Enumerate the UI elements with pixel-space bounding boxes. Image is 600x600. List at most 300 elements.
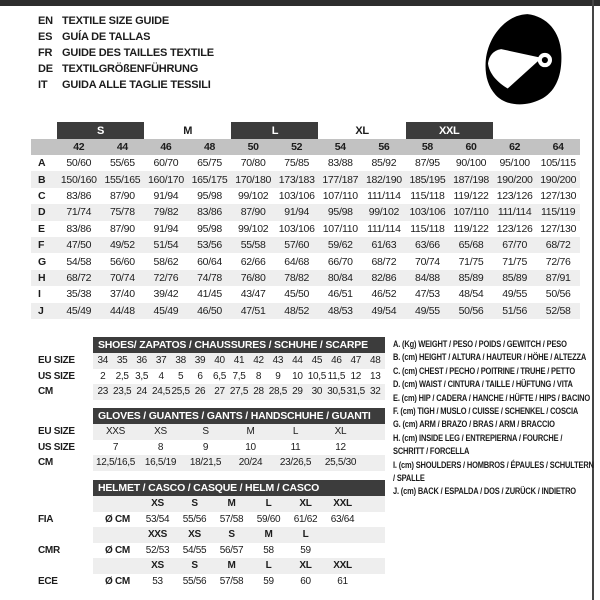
- measure-row-I: [31, 286, 580, 302]
- gloves-values: [93, 440, 385, 456]
- helmet-value-row: [38, 574, 385, 590]
- helmet-value: 54/55: [182, 544, 207, 556]
- measure-row-E: [31, 221, 580, 237]
- size-group-row: [31, 122, 580, 139]
- measure-value: 54/58: [66, 255, 92, 268]
- measure-value: 67/70: [502, 239, 527, 252]
- gloves-value: 8: [157, 441, 164, 453]
- gloves-table: [38, 408, 385, 471]
- language-line: [38, 61, 214, 77]
- shoes-value: 12: [350, 370, 362, 382]
- shoes-row: [38, 353, 385, 369]
- measure-value: 60/70: [153, 157, 179, 170]
- helmet-standard-label: ECE: [38, 575, 58, 587]
- legend-item: D. (cm) WAIST / CINTURA / TAILLE / HÜFTUNG / VITA: [393, 379, 573, 390]
- measure-value: 55/65: [109, 157, 135, 170]
- measure-row-J: [31, 303, 580, 319]
- helmet-logo-icon: [483, 13, 563, 111]
- gloves-value: 18/21,5: [189, 457, 222, 469]
- measure-row-label: G: [38, 255, 46, 268]
- shoes-value: 47: [350, 355, 362, 367]
- shoes-value: 5: [177, 370, 184, 382]
- measure-value: 50/56: [545, 288, 571, 301]
- shoes-value: 7,5: [232, 370, 246, 382]
- measure-value: 43/47: [240, 288, 266, 301]
- measure-value: 95/98: [197, 222, 222, 235]
- language-code: FR: [38, 47, 53, 59]
- shoes-values: [93, 369, 385, 385]
- helmet-logo-svg: [483, 13, 563, 106]
- shoes-row-label: EU SIZE: [38, 355, 75, 367]
- shoes-value: 24: [136, 386, 147, 398]
- helmet-value: 53/54: [145, 513, 170, 525]
- measure-row-C: [31, 188, 580, 204]
- measure-value: 160/170: [148, 173, 184, 186]
- measure-value: 68/72: [66, 271, 92, 284]
- helmet-value: 52/53: [145, 544, 170, 556]
- measure-value: 46/51: [327, 288, 353, 301]
- measure-row-label: D: [38, 206, 46, 219]
- language-line: [38, 45, 214, 61]
- measure-value: 107/110: [322, 189, 358, 202]
- language-code: IT: [38, 79, 48, 91]
- shoes-table: [38, 337, 385, 400]
- measure-value: 48/53: [327, 304, 353, 317]
- measure-value: 74/78: [197, 271, 222, 284]
- measure-value: 71/75: [458, 255, 484, 268]
- size-column-header: 58: [421, 141, 433, 153]
- measure-value: 83/86: [66, 189, 92, 202]
- measure-value: 95/98: [197, 189, 222, 202]
- size-header-row: [31, 139, 580, 155]
- shoes-value: 30: [311, 386, 323, 398]
- size-column-header: 52: [291, 141, 303, 153]
- helmet-size-header: XXL: [333, 498, 352, 510]
- gloves-value: XS: [154, 426, 167, 438]
- measure-value: 83/86: [197, 206, 222, 219]
- size-column-header: 46: [160, 141, 172, 153]
- helmet-values: [93, 512, 385, 528]
- shoes-value: 2,5: [115, 370, 129, 382]
- shoes-value: 32: [370, 386, 381, 398]
- helmet-label-spacer: [38, 496, 93, 512]
- measure-value: 46/52: [371, 288, 397, 301]
- language-title: GUIDA ALLE TAGLIE TESSILI: [62, 79, 211, 91]
- helmet-sizes: [93, 527, 385, 543]
- measure-row-label: E: [38, 222, 45, 235]
- shoes-value: 37: [155, 355, 167, 367]
- measure-value: 39/42: [153, 288, 179, 301]
- shoes-value: 46: [331, 355, 342, 367]
- measure-value: 115/119: [541, 206, 576, 219]
- shoes-title-bar: SHOES/ ZAPATOS / CHAUSSURES / SCHUHE / SCARPE: [93, 337, 385, 353]
- shoes-value: 9: [275, 370, 281, 382]
- language-code: ES: [38, 31, 53, 43]
- legend-item: H. (cm) INSIDE LEG / ENTREPIERNA / FOURCHE / SCHRITT / FORCELLA: [393, 432, 563, 457]
- shoes-value: 42: [253, 355, 264, 367]
- measure-value: 177/187: [322, 173, 359, 186]
- helmet-title-bar: HELMET / CASCO / CASQUE / HELM / CASCO: [93, 480, 385, 496]
- shoes-value: 30,5: [327, 386, 346, 398]
- helmet-title-row: [38, 480, 385, 496]
- measure-value: 115/118: [410, 189, 445, 202]
- helmet-size-header: XL: [299, 560, 312, 572]
- measure-value: 119/122: [453, 222, 489, 235]
- legend-item: F. (cm) TIGH / MUSLO / CUISSE / SCHENKEL / COSCIA: [393, 406, 579, 417]
- gloves-title-row: [38, 408, 385, 424]
- helmet-value: 61: [337, 575, 348, 587]
- measure-value: 123/126: [496, 222, 533, 235]
- shoes-value: 36: [136, 355, 147, 367]
- shoes-value: 11,5: [327, 370, 346, 382]
- helmet-table: [38, 480, 385, 589]
- measure-value: 182/190: [365, 173, 402, 186]
- language-line: [38, 29, 214, 45]
- measure-value: 45/49: [66, 304, 92, 317]
- shoes-value: 31,5: [346, 386, 365, 398]
- size-column-header: 50: [247, 141, 259, 153]
- measure-value: 47/50: [66, 239, 92, 252]
- helmet-standard-label: FIA: [38, 513, 54, 525]
- shoes-value: 6,5: [213, 370, 227, 382]
- shoes-value: 23,5: [113, 386, 132, 398]
- measure-value: 91/94: [284, 206, 310, 219]
- measure-value: 61/63: [371, 239, 397, 252]
- helmet-size-header: S: [191, 560, 198, 572]
- shoes-row-label: CM: [38, 386, 53, 398]
- size-group-S: S: [57, 122, 144, 139]
- helmet-body: [38, 496, 385, 589]
- measure-value: 55/58: [240, 239, 266, 252]
- gloves-value: 9: [202, 441, 209, 453]
- helmet-value: 61/62: [293, 513, 318, 525]
- legend-item: B. (cm) HEIGHT / ALTURA / HAUTEUR / HÖHE / ALTEZZA: [393, 352, 587, 363]
- language-line: [38, 13, 214, 29]
- measure-value: 48/52: [284, 304, 310, 317]
- shoes-value: 23: [97, 386, 108, 398]
- language-line: [38, 77, 214, 93]
- helmet-size-header: L: [302, 529, 309, 541]
- measure-value: 187/198: [453, 173, 489, 186]
- language-title-list: [38, 13, 214, 93]
- measure-value: 99/102: [237, 189, 269, 202]
- shoes-row-label: US SIZE: [38, 370, 75, 382]
- helmet-size-header: XS: [151, 560, 164, 572]
- measure-value: 58/62: [153, 255, 179, 268]
- main-table-body: [31, 155, 580, 319]
- measure-value: 50/56: [458, 304, 484, 317]
- helmet-size-header: L: [265, 498, 272, 510]
- measure-value: 79/82: [153, 206, 179, 219]
- measure-value: 75/85: [284, 157, 310, 170]
- gloves-value: XL: [334, 426, 347, 438]
- helmet-unit-label: Ø CM: [105, 544, 130, 556]
- measure-value: 99/102: [237, 222, 269, 235]
- shoes-values: [93, 353, 385, 369]
- shoes-value: 27: [214, 386, 225, 398]
- measure-value: 56/60: [109, 255, 135, 268]
- size-column-header: 60: [465, 141, 477, 153]
- measure-value: 48/54: [458, 288, 484, 301]
- measure-value: 65/68: [458, 239, 484, 252]
- measure-value: 47/53: [415, 288, 440, 301]
- size-column-header: 44: [116, 141, 128, 153]
- language-title: GUIDE DES TAILLES TEXTILE: [62, 47, 214, 59]
- measure-row-label: B: [38, 173, 46, 186]
- shoes-row: [38, 369, 385, 385]
- helmet-values: [93, 543, 385, 559]
- size-group-spacer: [493, 122, 537, 139]
- helmet-values: [93, 574, 385, 590]
- shoes-value: 44: [292, 355, 303, 367]
- shoes-value: 25,5: [171, 386, 190, 398]
- measure-value: 50/60: [66, 157, 92, 170]
- helmet-value: 56/57: [219, 544, 244, 556]
- helmet-value: 59: [263, 575, 274, 587]
- measure-value: 85/89: [502, 271, 527, 284]
- measure-value: 72/76: [545, 255, 571, 268]
- measure-value: 111/114: [367, 189, 401, 202]
- measure-value: 46/50: [197, 304, 222, 317]
- measure-value: 99/102: [368, 206, 400, 219]
- shoes-value: 26: [194, 386, 206, 398]
- measure-row-D: [31, 204, 580, 220]
- size-column-header: 42: [73, 141, 85, 153]
- language-title: TEXTILE SIZE GUIDE: [62, 15, 170, 27]
- shoes-value: 28: [253, 386, 264, 398]
- measure-value: 45/50: [284, 288, 310, 301]
- gloves-title-bar: GLOVES / GUANTES / GANTS / HANDSCHUHE / GUANTI: [93, 408, 385, 424]
- measure-value: 66/70: [327, 255, 353, 268]
- measure-value: 90/100: [455, 157, 487, 170]
- measure-value: 150/160: [60, 173, 97, 186]
- measure-row-label: A: [38, 157, 46, 170]
- measure-value: 71/74: [66, 206, 92, 219]
- measure-value: 49/54: [371, 304, 397, 317]
- size-group-L: L: [231, 122, 318, 139]
- helmet-size-header: M: [264, 529, 273, 541]
- size-column-header: 56: [378, 141, 390, 153]
- helmet-value: 59/60: [256, 513, 281, 525]
- measure-row-H: [31, 270, 580, 286]
- helmet-size-header: S: [228, 529, 235, 541]
- language-code: DE: [38, 63, 53, 75]
- measure-value: 83/88: [327, 157, 353, 170]
- shoes-values: [93, 384, 385, 400]
- gloves-value: 11: [290, 441, 301, 453]
- measure-value: 84/88: [415, 271, 440, 284]
- measure-value: 119/122: [453, 189, 489, 202]
- language-title: GUÍA DE TALLAS: [62, 31, 151, 43]
- measure-value: 82/86: [371, 271, 397, 284]
- size-column-header: 48: [203, 141, 216, 153]
- measure-value: 127/130: [540, 222, 577, 235]
- measure-value: 103/106: [409, 206, 446, 219]
- shoes-value: 35: [116, 355, 128, 367]
- helmet-size-row: [38, 558, 385, 574]
- gloves-body: [38, 424, 385, 471]
- language-title: TEXTILGRÖßENFÜHRUNG: [62, 63, 199, 75]
- gloves-value: M: [246, 426, 255, 438]
- shoes-value: 10,5: [307, 370, 326, 382]
- size-column-header: 64: [552, 141, 564, 153]
- gloves-values: [93, 424, 385, 440]
- shoes-value: 6: [197, 370, 203, 382]
- measure-value: 63/66: [415, 239, 440, 252]
- helmet-unit-label: Ø CM: [105, 513, 130, 525]
- measure-value: 70/74: [415, 255, 440, 268]
- helmet-unit-label: Ø CM: [105, 575, 130, 587]
- helmet-size-header: M: [227, 560, 236, 572]
- measure-value: 87/90: [240, 206, 266, 219]
- helmet-value: 55/56: [182, 575, 207, 587]
- helmet-size-header: XL: [299, 498, 312, 510]
- measure-value: 68/72: [545, 239, 571, 252]
- measure-row-A: [31, 155, 580, 171]
- size-group-spacer: [31, 122, 57, 139]
- helmet-label-spacer: [38, 558, 93, 574]
- measure-value: 57/60: [284, 239, 310, 252]
- language-code: EN: [38, 15, 53, 27]
- shoes-value: 4: [158, 370, 164, 382]
- gloves-row-label: US SIZE: [38, 441, 75, 453]
- measure-value: 87/95: [415, 157, 440, 170]
- helmet-size-row: [38, 496, 385, 512]
- measure-value: 91/94: [153, 189, 179, 202]
- measure-value: 103/106: [278, 189, 315, 202]
- measure-value: 52/58: [545, 304, 571, 317]
- gloves-value: S: [202, 426, 209, 438]
- helmet-label-spacer: [38, 527, 93, 543]
- measure-value: 68/72: [371, 255, 397, 268]
- measure-value: 165/175: [191, 173, 228, 186]
- measure-value: 95/98: [327, 206, 353, 219]
- helmet-size-header: L: [265, 560, 272, 572]
- helmet-value: 57/58: [219, 575, 244, 587]
- size-group-XXL: XXL: [406, 122, 493, 139]
- measure-row-G: [31, 253, 580, 269]
- gloves-value: 25,5/30: [324, 457, 357, 469]
- measure-value: 87/90: [109, 189, 135, 202]
- measure-value: 44/48: [109, 304, 135, 317]
- measure-value: 87/90: [109, 222, 135, 235]
- shoes-row: [38, 384, 385, 400]
- measure-value: 45/49: [153, 304, 179, 317]
- gloves-value: 10: [245, 441, 256, 453]
- shoes-value: 34: [97, 355, 108, 367]
- shoes-value: 27,5: [229, 386, 249, 398]
- measure-row-label: H: [38, 271, 46, 284]
- legend-item: A. (Kg) WEIGHT / PESO / POIDS / GEWITCH / PESO: [393, 339, 567, 349]
- measure-value: 37/40: [109, 288, 135, 301]
- measure-row-label: C: [38, 189, 46, 202]
- gloves-row: [38, 455, 385, 471]
- shoes-value: 41: [233, 355, 245, 367]
- measure-value: 41/45: [197, 288, 222, 301]
- measure-value: 107/110: [453, 206, 489, 219]
- measure-value: 95/100: [499, 157, 530, 170]
- shoes-value: 28,5: [268, 386, 288, 398]
- measure-value: 105/115: [540, 157, 576, 170]
- measure-value: 60/64: [197, 255, 222, 268]
- helmet-value: 57/58: [219, 513, 244, 525]
- shoes-value: 2: [100, 370, 106, 382]
- helmet-sizes: [93, 558, 385, 574]
- measure-value: 111/114: [497, 206, 532, 219]
- shoes-value: 29: [292, 386, 303, 398]
- gloves-value: 20/24: [238, 457, 263, 469]
- measure-value: 70/80: [240, 157, 266, 170]
- helmet-value-row: [38, 512, 385, 528]
- helmet-value: 59: [300, 544, 311, 556]
- shoes-value: 13: [370, 370, 381, 382]
- gloves-row-label: EU SIZE: [38, 426, 75, 438]
- measure-value: 59/62: [327, 239, 353, 252]
- measure-value: 47/51: [240, 304, 266, 317]
- measure-value: 72/76: [153, 271, 179, 284]
- helmet-size-header: XXS: [147, 529, 168, 541]
- gloves-row-label: CM: [38, 457, 53, 469]
- size-column-header: 54: [334, 141, 346, 153]
- measure-value: 107/110: [322, 222, 358, 235]
- gloves-row: [38, 424, 385, 440]
- shoes-value: 38: [175, 355, 186, 367]
- shoes-body: [38, 353, 385, 400]
- right-border-rule: [592, 0, 594, 600]
- shoes-value: 10: [292, 370, 303, 382]
- legend-item: E. (cm) HIP / CADERA / HANCHE / HÜFTE / HIPS / BACINO: [393, 392, 591, 403]
- measure-value: 170/180: [235, 173, 272, 186]
- shoes-value: 39: [194, 355, 206, 367]
- shoes-title-row: [38, 337, 385, 353]
- helmet-size-header: XXL: [333, 560, 352, 572]
- gloves-value: 7: [112, 441, 119, 453]
- measure-value: 70/74: [109, 271, 135, 284]
- measurement-legend: [393, 338, 595, 499]
- shoes-value: 48: [370, 355, 381, 367]
- measure-value: 65/75: [197, 157, 222, 170]
- measure-value: 76/80: [240, 271, 266, 284]
- helmet-size-header: M: [227, 498, 236, 510]
- legend-item: C. (cm) CHEST / PECHO / POITRINE / TRUHE / PETTO: [393, 365, 575, 376]
- helmet-size-header: XS: [188, 529, 201, 541]
- measure-value: 127/130: [540, 189, 577, 202]
- measure-value: 75/78: [109, 206, 135, 219]
- helmet-value-row: [38, 543, 385, 559]
- measure-value: 35/38: [66, 288, 92, 301]
- measure-row-label: J: [38, 304, 44, 317]
- measure-value: 62/66: [240, 255, 266, 268]
- legend-item: J. (cm) BACK / ESPALDA / DOS / ZURÜCK / INDIETRO: [393, 486, 576, 497]
- legend-item: I. (cm) SHOULDERS / HOMBROS / ÉPAULES / SCHULTERN / SPALLE: [393, 459, 594, 484]
- measure-row-label: F: [38, 239, 45, 252]
- measure-row-label: I: [38, 288, 41, 301]
- measure-value: 64/68: [284, 255, 310, 268]
- shoes-value: 24,5: [151, 386, 171, 398]
- measure-value: 185/195: [409, 173, 446, 186]
- gloves-value: 23/26,5: [279, 457, 312, 469]
- gloves-row: [38, 440, 385, 456]
- measure-value: 80/84: [327, 271, 353, 284]
- helmet-size-header: S: [191, 498, 198, 510]
- top-black-bar: [0, 0, 600, 6]
- gloves-value: 12: [335, 441, 346, 453]
- gloves-value: XXS: [105, 426, 126, 438]
- measure-value: 85/89: [458, 271, 484, 284]
- measure-value: 123/126: [496, 189, 533, 202]
- helmet-size-row: [38, 527, 385, 543]
- measure-value: 53/56: [197, 239, 222, 252]
